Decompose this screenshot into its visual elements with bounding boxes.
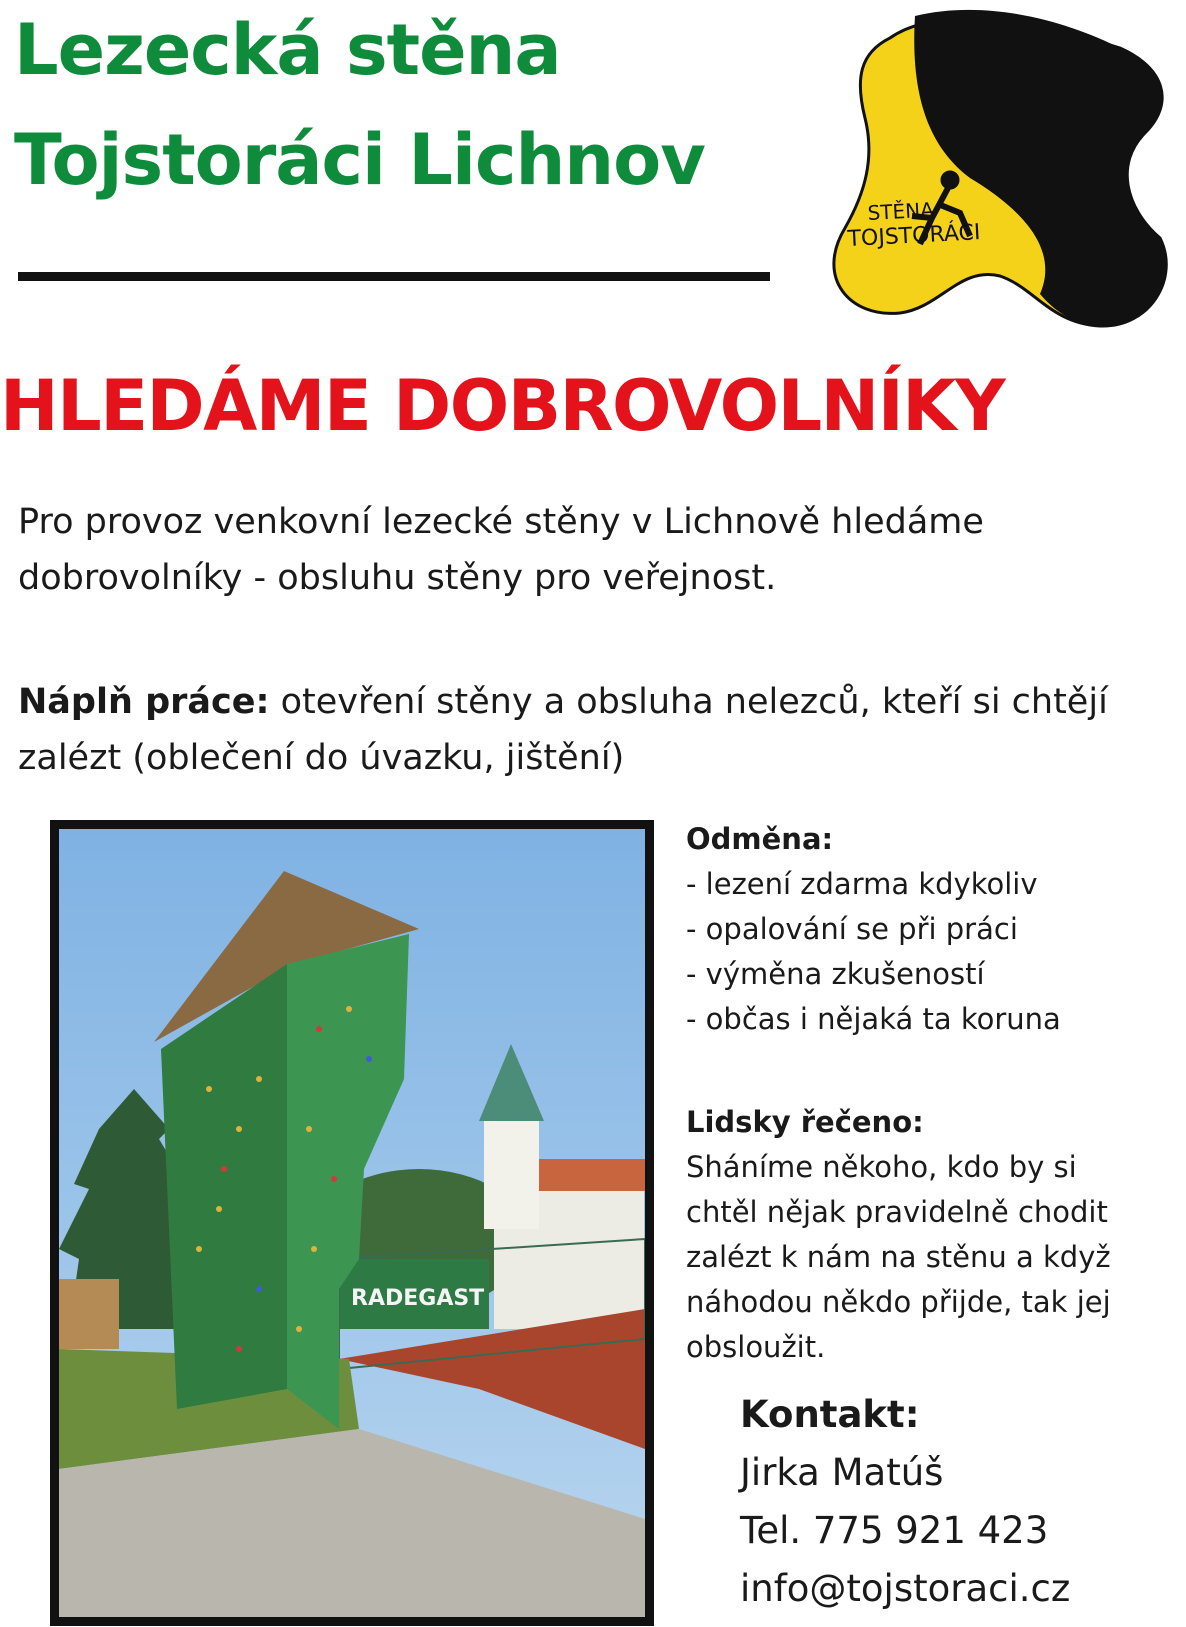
reward-item: - lezení zdarma kdykoliv bbox=[686, 867, 1038, 901]
contact-phone: Tel. 775 921 423 bbox=[740, 1509, 1049, 1552]
plain-words-line: náhodou někdo přijde, tak jej bbox=[686, 1285, 1111, 1319]
plain-words-line: zalézt k nám na stěnu a když bbox=[686, 1240, 1111, 1274]
climbing-wall-logo bbox=[820, 8, 1180, 348]
climbing-wall-photo bbox=[50, 820, 654, 1626]
reward-item: - občas i nějaká ta koruna bbox=[686, 1002, 1061, 1036]
plain-words-heading: Lidsky řečeno: bbox=[686, 1105, 924, 1139]
logo-text-line-1: STĚNA bbox=[867, 197, 935, 225]
page-title-line-1: Lezecká stěna bbox=[14, 9, 561, 91]
reward-item: - opalování se při práci bbox=[686, 912, 1018, 946]
duties-text: otevření stěny a obsluha nelezců, kteří si chtějí zalézt (oblečení do úvazku, jištění) bbox=[18, 682, 1108, 778]
plain-words-line: Sháníme někoho, kdo by si bbox=[686, 1150, 1077, 1184]
reward-section bbox=[686, 817, 1181, 1042]
duties-paragraph bbox=[18, 674, 1178, 786]
church-tower bbox=[484, 1119, 539, 1229]
contact-heading: Kontakt: bbox=[740, 1393, 920, 1436]
duties-label: Náplň práce: bbox=[18, 682, 270, 722]
reward-item: - výměna zkušeností bbox=[686, 957, 985, 991]
plain-words-line: chtěl nějak pravidelně chodit bbox=[686, 1195, 1108, 1229]
contact-section bbox=[740, 1386, 1180, 1618]
contact-name: Jirka Matúš bbox=[740, 1451, 944, 1494]
intro-paragraph: Pro provoz venkovní lezecké stěny v Lichnově hledáme dobrovolníky - obsluhu stěny pro veřejnost. bbox=[18, 502, 984, 598]
contact-email: info@tojstoraci.cz bbox=[740, 1567, 1071, 1610]
reward-heading: Odměna: bbox=[686, 822, 834, 856]
plain-words-line: obsloužit. bbox=[686, 1330, 826, 1364]
photo-illustration bbox=[59, 829, 645, 1617]
headline: HLEDÁME DOBROVOLNÍKY bbox=[0, 365, 1005, 447]
plain-words-section bbox=[686, 1100, 1181, 1370]
title-divider bbox=[18, 272, 770, 281]
lumber-pile bbox=[59, 1279, 119, 1349]
reward-list bbox=[686, 862, 1181, 1042]
banner-text: RADEGAST bbox=[351, 1286, 485, 1311]
page-title-line-2: Tojstoráci Lichnov bbox=[14, 119, 705, 201]
logo-text-line-2: TOJSTORÁCI bbox=[847, 220, 982, 252]
